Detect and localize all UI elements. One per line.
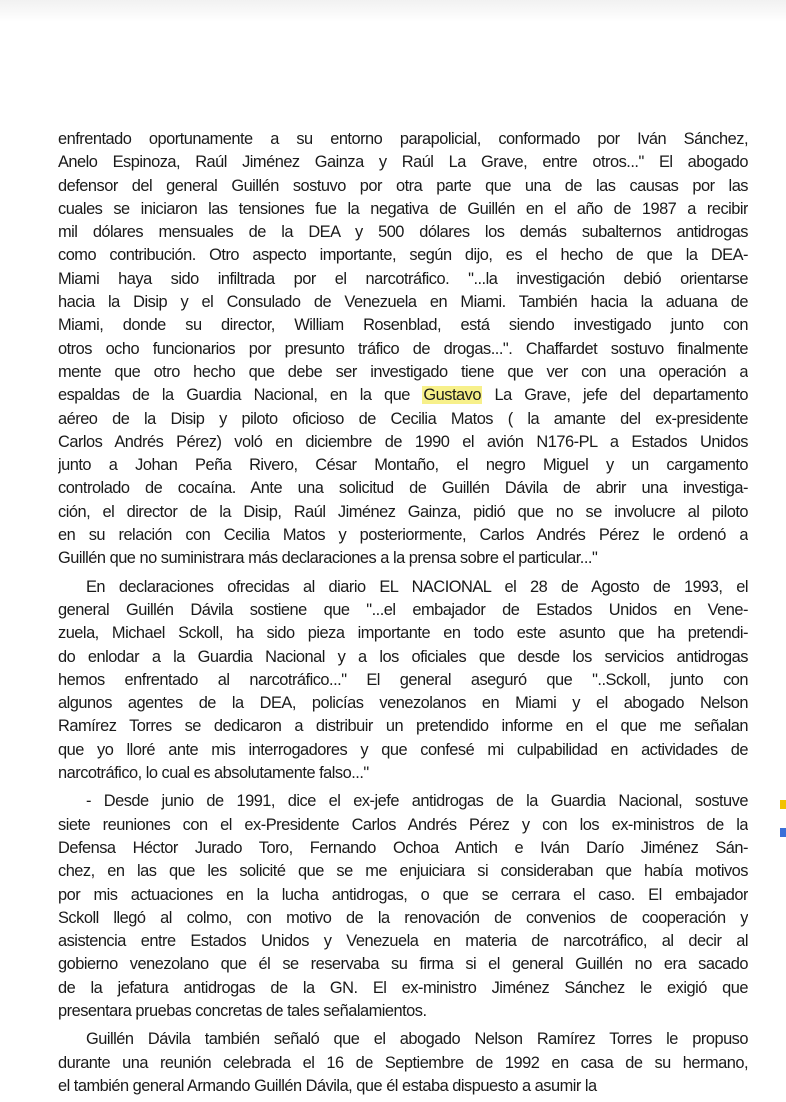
text-line: el también general Armando Guillén Dávila, que él estaba dispuesto a asumir la bbox=[58, 1076, 597, 1095]
text-line: Guillén que no suministrara más declaraciones a la prensa sobre el particular..." bbox=[58, 549, 598, 568]
text-line: como contribución. Otro aspecto importante, según dijo, es el hecho de que la DEA- bbox=[58, 246, 748, 265]
text-line: mil dólares mensuales de la DEA y 500 dólares los demás subalternos antidrogas bbox=[58, 223, 748, 242]
text-line: que yo lloré ante mis interrogadores y que confesé mi culpabilidad en actividades de bbox=[58, 740, 748, 759]
text-line: do enlodar a la Guardia Nacional y a los oficiales que desde los servicios antidrogas bbox=[58, 647, 748, 666]
text-line: mente que otro hecho que debe ser investigado tiene que ver con una operación a bbox=[58, 362, 748, 381]
text-line: en su relación con Cecilia Matos y posteriormente, Carlos Andrés Pérez le ordenó a bbox=[58, 526, 748, 545]
text-line: durante una reunión celebrada el 16 de Septiembre de 1992 en casa de su hermano, bbox=[58, 1053, 748, 1072]
document-page bbox=[58, 128, 748, 1098]
text-line: Guillén Dávila también señaló que el abogado Nelson Ramírez Torres le propuso bbox=[86, 1030, 748, 1049]
text-line: Miami, donde su director, William Rosenblad, está siendo investigado junto con bbox=[58, 316, 748, 335]
text-line: espaldas de la Guardia Nacional, en la que Gustavo La Grave, jefe del departamento bbox=[58, 386, 748, 405]
text-line: zuela, Michael Sckoll, ha sido pieza importante en todo este asunto que ha pretendi- bbox=[58, 624, 748, 643]
text-line: cuales se iniciaron las tensiones fue la negativa de Guillén en el año de 1987 a recibir bbox=[58, 199, 748, 218]
paragraph bbox=[58, 1028, 748, 1098]
paragraph bbox=[58, 128, 748, 571]
text-line: ción, el director de la Disip, Raúl Jiménez Gainza, pidió que no se involucre al piloto bbox=[58, 502, 748, 521]
text-line: Anelo Espinoza, Raúl Jiménez Gainza y Raúl La Grave, entre otros..." El abogado bbox=[58, 153, 748, 172]
text-line: Defensa Héctor Jurado Toro, Fernando Ochoa Antich e Iván Darío Jiménez Sán- bbox=[58, 838, 748, 857]
text-line: - Desde junio de 1991, dice el ex-jefe antidrogas de la Guardia Nacional, sostuve bbox=[86, 792, 748, 811]
text-line: por mis actuaciones en la lucha antidrogas, o que se cerrara el caso. El embajador bbox=[58, 885, 748, 904]
text-line: junto a Johan Peña Rivero, César Montaño, el negro Miguel y un cargamento bbox=[58, 456, 748, 475]
text-line: controlado de cocaína. Ante una solicitud de Guillén Dávila de abrir una investiga- bbox=[58, 479, 748, 498]
paragraph bbox=[58, 790, 748, 1023]
text-line: chez, en las que les solicité que se me enjuiciara si consideraban que había motivos bbox=[58, 862, 748, 881]
text-line: asistencia entre Estados Unidos y Venezuela en materia de narcotráfico, al decir al bbox=[58, 932, 748, 951]
text-line: narcotráfico, lo cual es absolutamente falso..." bbox=[58, 764, 369, 783]
text-line: de la jefatura antidrogas de la GN. El ex-ministro Jiménez Sánchez le exigió que bbox=[58, 978, 748, 997]
text-line: En declaraciones ofrecidas al diario EL NACIONAL el 28 de Agosto de 1993, el bbox=[86, 577, 748, 596]
text-line: algunos agentes de la DEA, policías venezolanos en Miami y el abogado Nelson bbox=[58, 694, 748, 713]
text-line: gobierno venezolano que él se reservaba su firma si el general Guillén no era sacado bbox=[58, 955, 748, 974]
text-line: otros ocho funcionarios por presunto tráfico de drogas...". Chaffardet sostuvo finalmente bbox=[58, 339, 748, 358]
text-line: Ramírez Torres se dedicaron a distribuir un pretendido informe en el que me señalan bbox=[58, 717, 748, 736]
text-line: general Guillén Dávila sostiene que "...el embajador de Estados Unidos en Vene- bbox=[58, 600, 748, 619]
text-line: siete reuniones con el ex-Presidente Carlos Andrés Pérez y con los ex-ministros de la bbox=[58, 815, 748, 834]
text-line: enfrentado oportunamente a su entorno parapolicial, conformado por Iván Sánchez, bbox=[58, 130, 748, 148]
text-line: hemos enfrentado al narcotráfico..." El general aseguró que "..Sckoll, junto con bbox=[58, 670, 748, 689]
scan-mark-blue bbox=[780, 828, 786, 837]
text-line: Miami haya sido infiltrada por el narcotráfico. "...la investigación debió orientarse bbox=[58, 269, 748, 288]
text-line: presentara pruebas concretas de tales señalamientos. bbox=[58, 1001, 427, 1020]
text-line: defensor del general Guillén sostuvo por otra parte que una de las causas por las bbox=[58, 176, 748, 195]
text-line: hacia la Disip y el Consulado de Venezuela en Miami. También hacia la aduana de bbox=[58, 293, 748, 312]
scan-top-edge bbox=[0, 0, 786, 22]
highlighted-word: Gustavo bbox=[423, 386, 481, 405]
text-line: aéreo de la Disip y piloto oficioso de Cecilia Matos ( la amante del ex-presidente bbox=[58, 409, 748, 428]
scan-mark-yellow bbox=[780, 800, 786, 809]
text-line: Sckoll llegó al colmo, con motivo de la renovación de convenios de cooperación y bbox=[58, 908, 748, 927]
paragraph bbox=[58, 576, 748, 786]
text-line: Carlos Andrés Pérez) voló en diciembre de 1990 el avión N176-PL a Estados Unidos bbox=[58, 432, 748, 451]
